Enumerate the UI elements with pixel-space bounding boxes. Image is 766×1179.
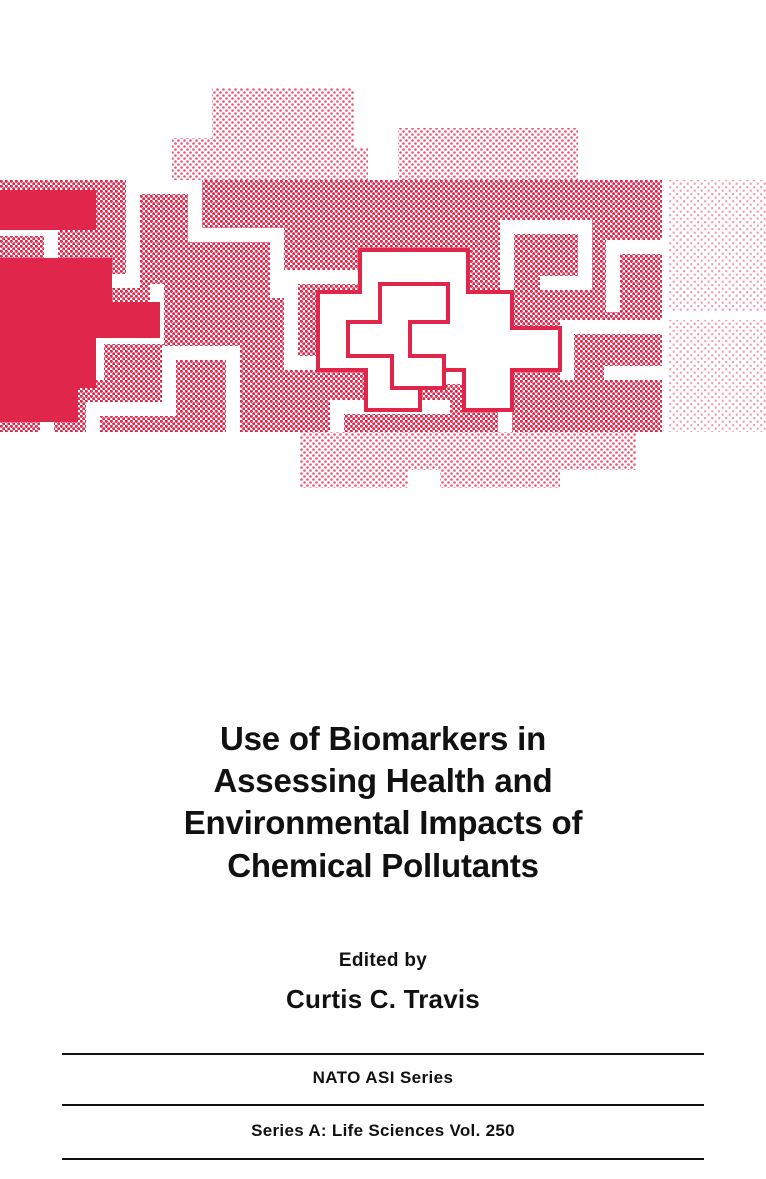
title-line-1: Use of Biomarkers in	[219, 720, 547, 757]
edited-by-label: Edited by	[338, 950, 428, 971]
editor-name: Curtis C. Travis	[286, 984, 480, 1014]
series-name: NATO ASI Series	[312, 1068, 454, 1087]
series-divider-middle	[62, 1104, 704, 1106]
series-divider-bottom	[62, 1158, 704, 1160]
title-line-4: Chemical Pollutants	[227, 846, 539, 884]
artwork-lower-blocks	[300, 432, 636, 488]
editor-credit	[0, 950, 766, 1015]
nato-asi-maze-pattern	[0, 70, 766, 500]
series-volume: Series A: Life Sciences Vol. 250	[251, 1121, 515, 1140]
title-line-3: Environmental Impacts of	[183, 804, 583, 842]
book-title	[0, 718, 766, 887]
series-divider-top	[62, 1053, 704, 1055]
title-line-2: Assessing Health and	[213, 762, 553, 800]
